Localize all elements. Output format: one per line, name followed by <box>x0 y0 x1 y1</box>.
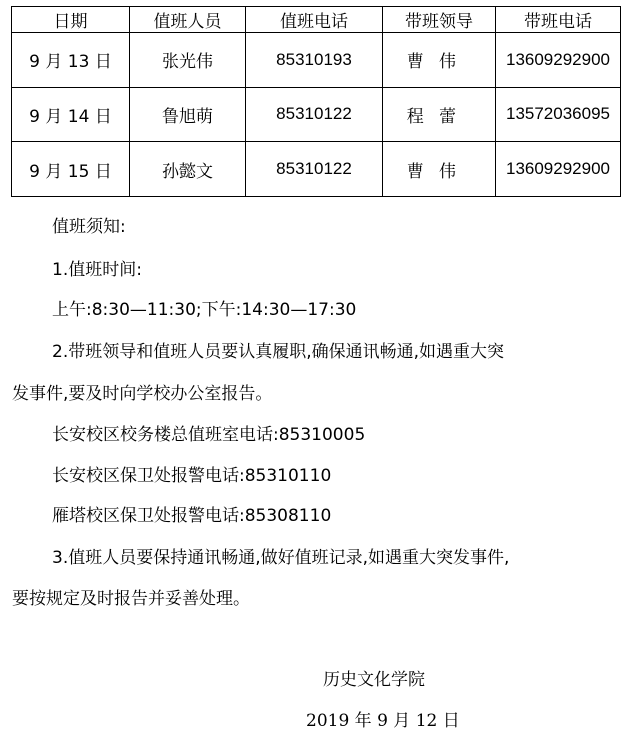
notice-item2-line1: 2.带班领导和值班人员要认真履职,确保通讯畅通,如遇重大突 <box>52 342 505 362</box>
header-staff: 值班人员 <box>130 7 246 33</box>
notice-item1-heading: 1.值班时间: <box>52 260 142 280</box>
cell-date: 9 月 14 日 <box>12 87 130 142</box>
cell-leader-phone: 13609292900 <box>496 142 621 197</box>
signature-org: 历史文化学院 <box>323 670 425 690</box>
cell-leader: 曹伟 <box>383 142 496 197</box>
table-row <box>12 87 621 142</box>
table-row <box>12 33 621 88</box>
notice-phone-changan-office: 长安校区校务楼总值班室电话:85310005 <box>52 425 366 445</box>
duty-table <box>11 6 621 197</box>
cell-staff: 张光伟 <box>130 33 246 88</box>
notice-phone-yanta-security: 雁塔校区保卫处报警电话:85308110 <box>52 506 332 526</box>
cell-leader-phone: 13609292900 <box>496 33 621 88</box>
header-date: 日期 <box>12 7 130 33</box>
notice-title: 值班须知: <box>52 217 126 237</box>
notice-phone-changan-security: 长安校区保卫处报警电话:85310110 <box>52 466 332 486</box>
cell-staff-phone: 85310122 <box>246 87 383 142</box>
cell-staff-phone: 85310122 <box>246 142 383 197</box>
header-leader: 带班领导 <box>383 7 496 33</box>
notice-item3-line2: 要按规定及时报告并妥善处理。 <box>12 589 250 609</box>
cell-staff-phone: 85310193 <box>246 33 383 88</box>
cell-leader-phone: 13572036095 <box>496 87 621 142</box>
notice-item3-line1: 3.值班人员要保持通讯畅通,做好值班记录,如遇重大突发事件, <box>52 548 510 568</box>
notice-item1-time: 上午:8:30—11:30;下午:14:30—17:30 <box>52 300 357 320</box>
header-leader-phone: 带班电话 <box>496 7 621 33</box>
cell-date: 9 月 15 日 <box>12 142 130 197</box>
cell-leader: 程蕾 <box>383 87 496 142</box>
cell-staff: 鲁旭萌 <box>130 87 246 142</box>
cell-leader: 曹伟 <box>383 33 496 88</box>
cell-staff: 孙懿文 <box>130 142 246 197</box>
notice-item2-line2: 发事件,要及时向学校办公室报告。 <box>12 384 273 404</box>
signature-date: 2019 年 9 月 12 日 <box>306 711 460 731</box>
table-header-row <box>12 7 621 33</box>
header-staff-phone: 值班电话 <box>246 7 383 33</box>
table-row <box>12 142 621 197</box>
cell-date: 9 月 13 日 <box>12 33 130 88</box>
